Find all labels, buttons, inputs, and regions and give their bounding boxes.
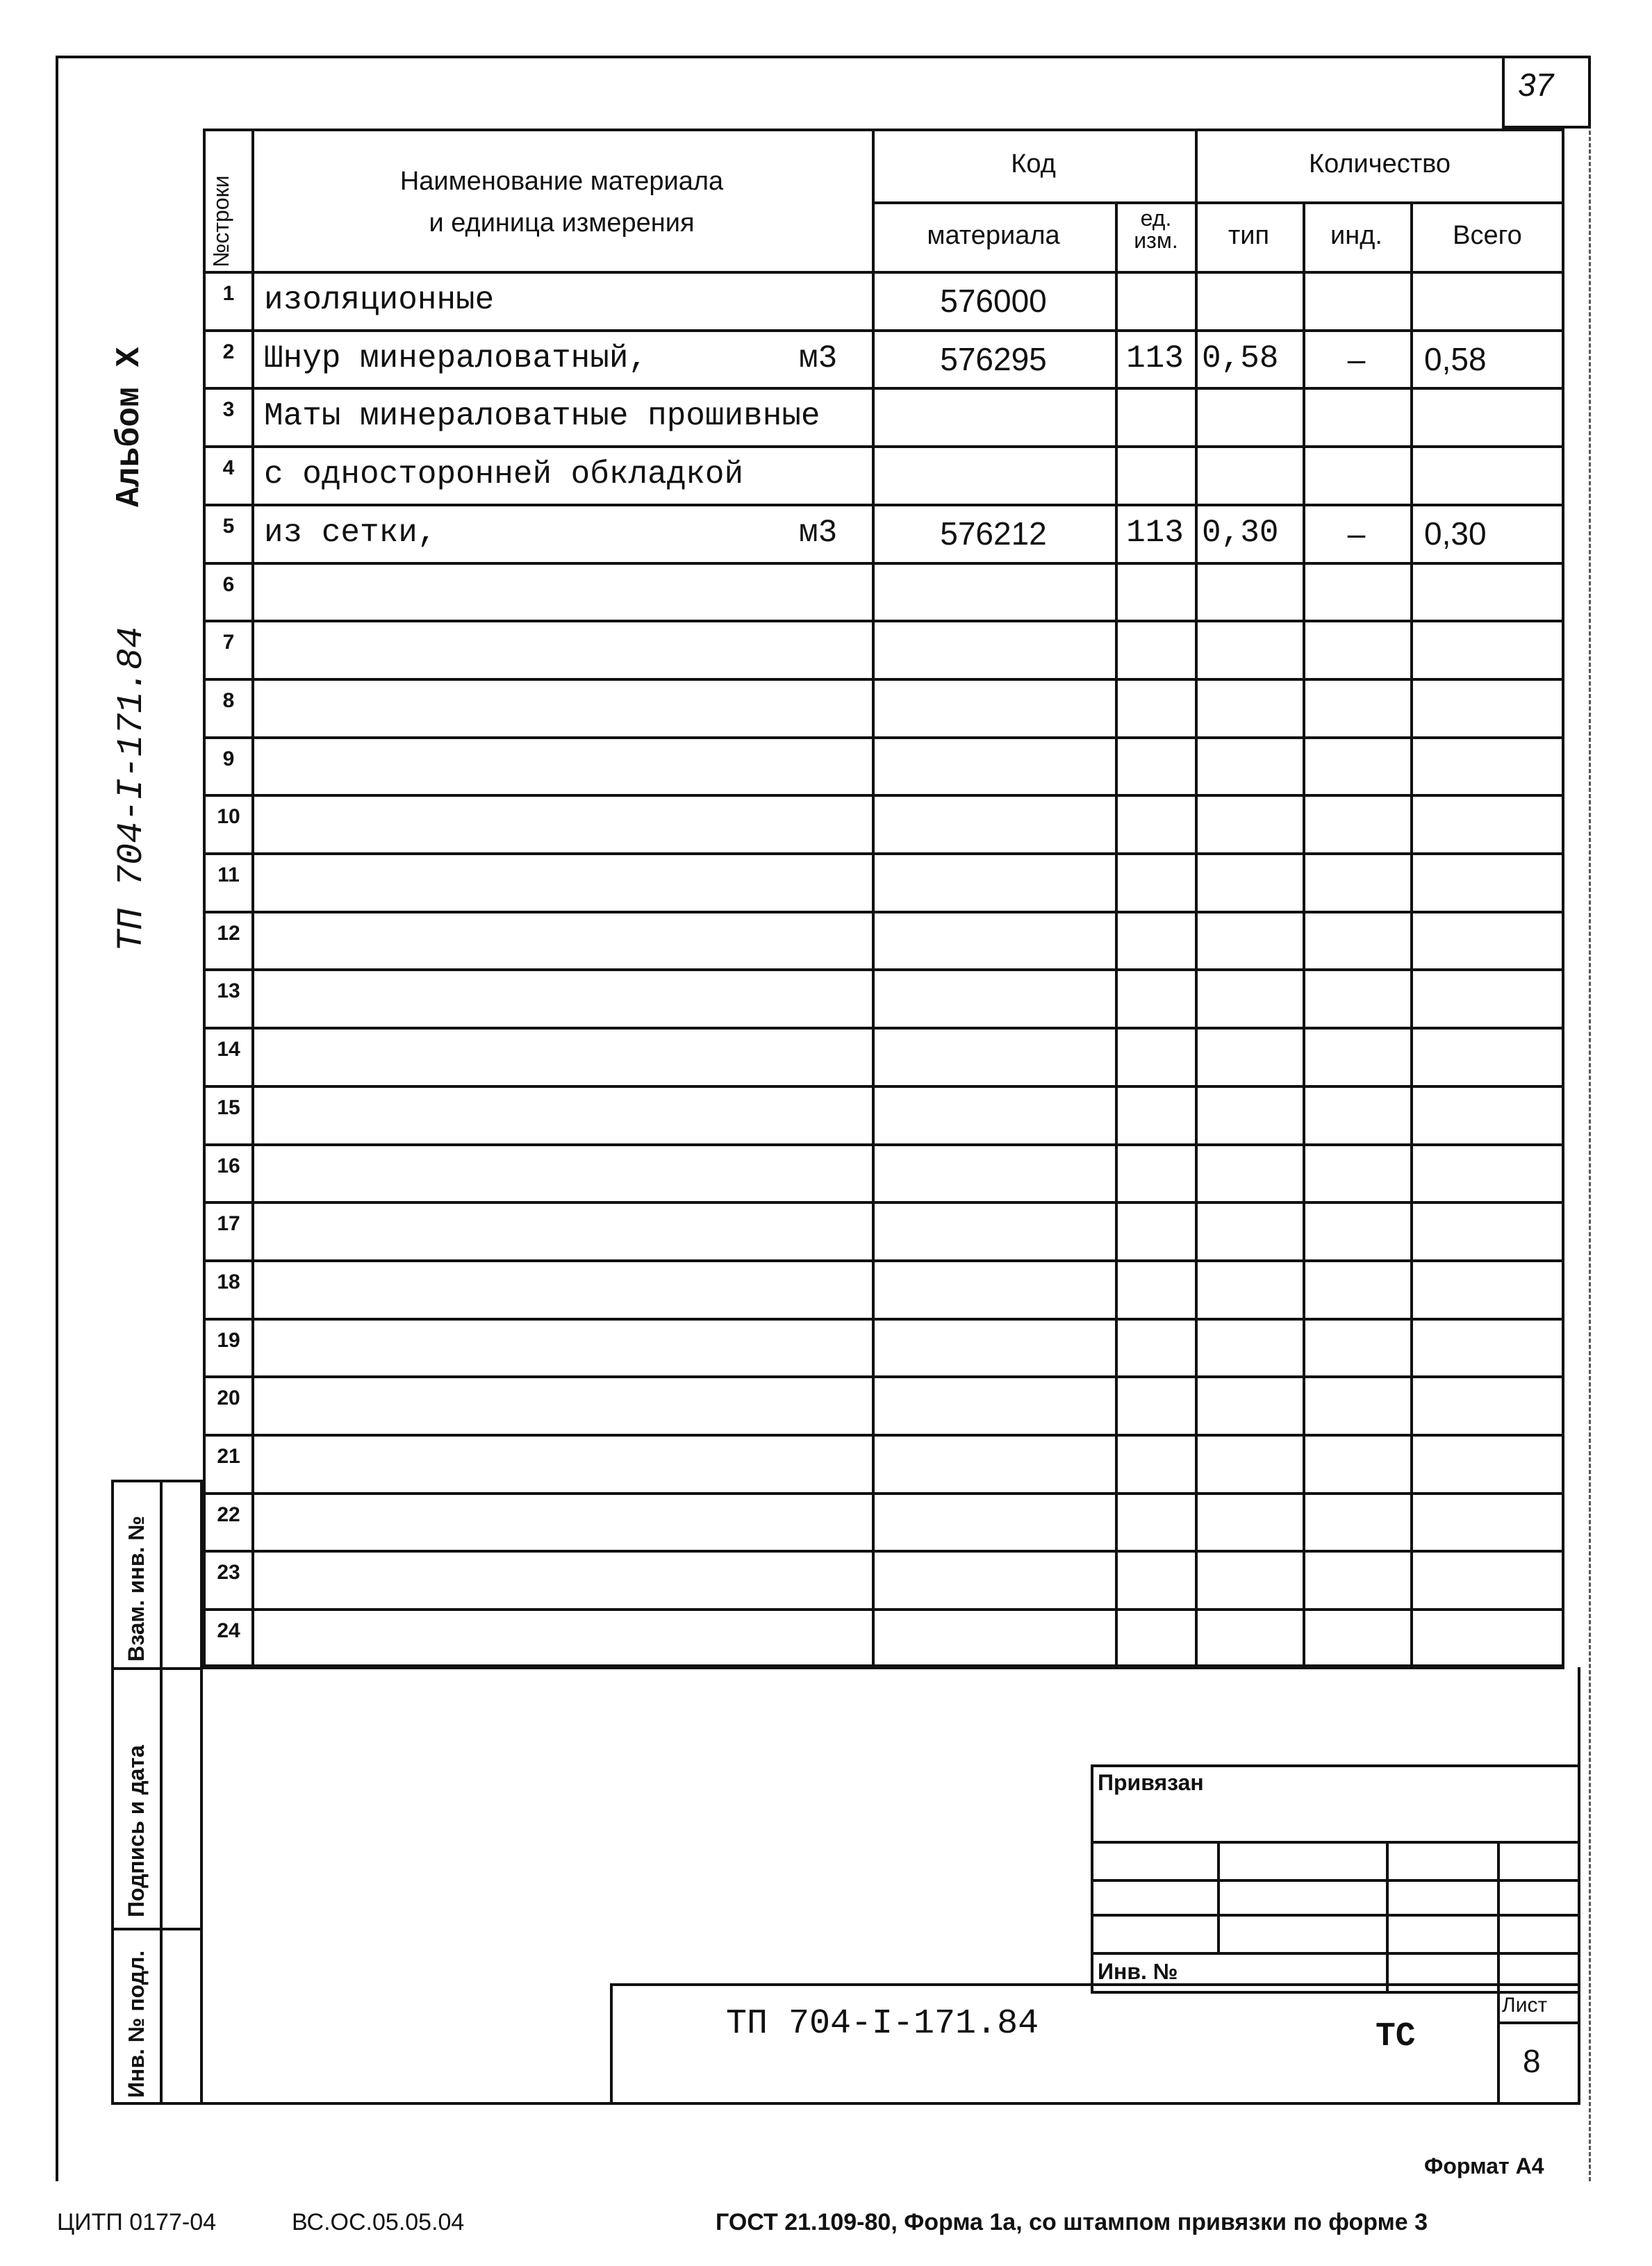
doc-code-vertical: ТП 704-I-171.84 xyxy=(111,626,152,952)
row-n: 5 xyxy=(222,514,235,538)
row-name: изоляционные xyxy=(264,282,495,318)
signature-date-label: Подпись и дата xyxy=(124,1745,149,1917)
row-n: 14 xyxy=(217,1038,240,1061)
row-code: 576212 xyxy=(940,515,1047,552)
row-name: Шнур минераловатный, xyxy=(264,340,648,377)
header-bottom-line xyxy=(203,271,1564,274)
row-n: 10 xyxy=(217,805,240,829)
row-line xyxy=(203,852,1564,855)
privyazan-vline-2 xyxy=(1386,1841,1389,1994)
row-n: 7 xyxy=(222,631,235,654)
row-ed: 113 xyxy=(1126,340,1184,377)
row-line xyxy=(203,1143,1564,1146)
header-code-material: материала xyxy=(927,221,1060,250)
row-line xyxy=(203,329,1564,332)
row-n: 6 xyxy=(222,572,235,596)
row-ind: – xyxy=(1347,340,1366,377)
title-mark: ТС xyxy=(1376,2018,1416,2056)
row-line xyxy=(203,1027,1564,1029)
header-name-line2: и единица измерения xyxy=(429,208,695,238)
header-code-group: Код xyxy=(1011,149,1056,179)
row-line xyxy=(203,1550,1564,1553)
footer-format: Формат А4 xyxy=(1424,2153,1544,2178)
inv-podl-label: Инв. № подл. xyxy=(124,1950,149,2098)
title-doc-code: ТП 704-I-171.84 xyxy=(726,2004,1039,2044)
row-total: 0,30 xyxy=(1424,515,1487,552)
row-n: 11 xyxy=(217,863,240,886)
row-n: 17 xyxy=(217,1212,240,1236)
row-line xyxy=(203,387,1564,390)
row-n: 13 xyxy=(217,979,240,1003)
header-row-number: №строки xyxy=(208,175,233,267)
row-n: 4 xyxy=(222,456,235,480)
row-line xyxy=(203,911,1564,913)
row-ind: – xyxy=(1347,515,1366,552)
sheet-box-divider xyxy=(1497,1983,1500,2105)
sheet-number: 8 xyxy=(1523,2043,1541,2079)
privyazan-label: Привязан xyxy=(1098,1770,1204,1795)
header-qty-type: тип xyxy=(1228,221,1270,250)
footer-middle-code: ВС.ОС.05.05.04 xyxy=(292,2209,465,2235)
vzam-inv-label: Взам. инв. № xyxy=(124,1516,149,1662)
row-n: 21 xyxy=(217,1445,240,1468)
row-line xyxy=(203,736,1564,739)
row-line xyxy=(203,1492,1564,1495)
row-line xyxy=(203,968,1564,971)
row-line xyxy=(203,678,1564,681)
header-qty-group: Количество xyxy=(1308,149,1451,179)
footer-gost: ГОСТ 21.109-80, Форма 1а, со штампом привязки по форме 3 xyxy=(716,2209,1428,2235)
row-line xyxy=(203,1434,1564,1437)
privyazan-line-2 xyxy=(1091,1879,1580,1882)
privyazan-vline-3 xyxy=(1497,1841,1500,1994)
row-n: 23 xyxy=(217,1561,240,1585)
row-line xyxy=(203,1318,1564,1321)
row-n: 24 xyxy=(217,1619,240,1643)
row-name: с односторонней обкладкой xyxy=(264,456,744,493)
row-n: 9 xyxy=(222,747,235,770)
privyazan-line-3 xyxy=(1091,1914,1580,1917)
row-n: 15 xyxy=(217,1095,240,1119)
row-n: 20 xyxy=(217,1387,240,1410)
row-n: 22 xyxy=(217,1503,240,1526)
row-line xyxy=(203,504,1564,506)
row-n: 2 xyxy=(222,340,235,363)
row-line xyxy=(203,1085,1564,1088)
row-n: 3 xyxy=(222,398,235,422)
header-qty-total: Всего xyxy=(1453,221,1522,250)
row-n: 1 xyxy=(222,282,235,305)
sheet-box-line xyxy=(1497,2021,1580,2024)
row-line xyxy=(203,1259,1564,1262)
row-line xyxy=(203,1375,1564,1378)
inv-no-label: Инв. № xyxy=(1098,1959,1178,1984)
col-line-ind xyxy=(1410,201,1413,1667)
title-block xyxy=(610,1983,1580,2105)
row-tip: 0,30 xyxy=(1202,514,1279,551)
row-code: 576295 xyxy=(940,340,1047,377)
privyazan-line-1 xyxy=(1091,1841,1580,1844)
row-n: 19 xyxy=(217,1328,240,1352)
row-name: Маты минераловатные прошивные xyxy=(264,398,820,435)
footer-left-code: ЦИТП 0177-04 xyxy=(57,2209,217,2235)
row-code: 576000 xyxy=(940,283,1047,319)
sheet-label: Лист xyxy=(1502,1994,1548,2017)
album-label: Альбом X xyxy=(111,347,149,507)
header-name-line1: Наименование материала xyxy=(399,167,724,196)
header-code-unit: ед. изм. xyxy=(1134,206,1178,253)
privyazan-vline-1 xyxy=(1217,1841,1220,1952)
row-line xyxy=(203,1201,1564,1204)
row-line xyxy=(203,794,1564,797)
row-unit: м3 xyxy=(799,514,838,551)
header-qty-ind: инд. xyxy=(1330,221,1382,250)
row-line xyxy=(203,445,1564,448)
row-n: 16 xyxy=(217,1154,240,1177)
header-split-line xyxy=(872,201,1564,204)
row-n: 12 xyxy=(217,921,240,945)
corner-number: 37 xyxy=(1518,67,1554,103)
privyazan-line-4 xyxy=(1091,1952,1580,1955)
col-line-type xyxy=(1303,201,1305,1667)
row-name: из сетки, xyxy=(264,514,437,551)
row-line xyxy=(203,1608,1564,1611)
row-line xyxy=(203,620,1564,622)
row-tip: 0,58 xyxy=(1202,340,1279,377)
row-n: 18 xyxy=(217,1270,240,1293)
col-line-code xyxy=(1115,201,1118,1667)
row-ed: 113 xyxy=(1126,514,1184,551)
row-n: 8 xyxy=(222,688,235,712)
row-unit: м3 xyxy=(799,340,838,377)
row-total: 0,58 xyxy=(1424,340,1487,377)
row-line xyxy=(203,562,1564,565)
